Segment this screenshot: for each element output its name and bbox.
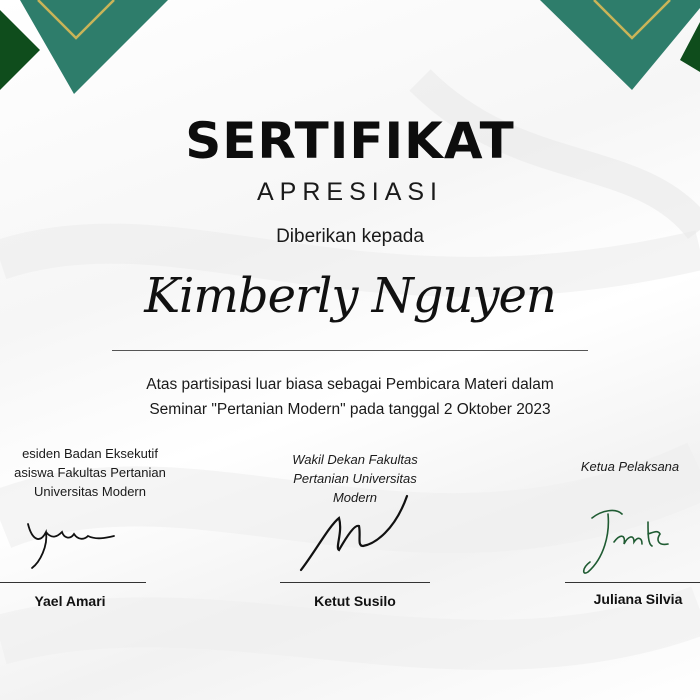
recipient-underline (112, 350, 588, 351)
signer-role-2-line-3: Modern (332, 490, 378, 505)
signature-block-3 (560, 457, 700, 476)
signature-line-2 (280, 582, 430, 583)
signer-role-3 (560, 457, 700, 476)
description-line-2: Seminar "Pertanian Modern" pada tanggal 2 Oktober 2023 (149, 401, 551, 418)
certificate-title: SERTIFIKAT (185, 112, 515, 170)
signature-block-1 (0, 444, 190, 501)
signature-line-1 (0, 582, 146, 583)
signature-line-3 (565, 582, 700, 583)
certificate-description (60, 372, 640, 422)
signer-role-1-line-3: Universitas Modern (34, 484, 146, 499)
signer-role-2-line-2: Pertanian Universitas (293, 471, 417, 486)
signer-role-1-line-1: esiden Badan Eksekutif (22, 446, 158, 461)
top-corner-ornaments (0, 0, 700, 120)
signer-role-1 (0, 444, 190, 501)
signer-role-1-line-2: asiswa Fakultas Pertanian (14, 465, 166, 480)
signature-ketut-susilo (295, 492, 415, 578)
signer-role-2-line-1: Wakil Dekan Fakultas (292, 452, 418, 467)
recipient-name: Kimberly Nguyen (144, 268, 556, 324)
certificate-subtitle: APRESIASI (257, 178, 443, 206)
signer-name-2: Ketut Susilo (314, 593, 396, 609)
signature-yael-amari (18, 510, 128, 572)
signer-name-1: Yael Amari (34, 593, 106, 609)
given-to-label: Diberikan kepada (276, 226, 424, 247)
signer-role-3-line-1: Ketua Pelaksana (580, 459, 680, 474)
description-line-1: Atas partisipasi luar biasa sebagai Pembicara Materi dalam (146, 376, 554, 393)
signer-name-3: Juliana Silvia (593, 591, 683, 607)
signature-juliana-silvia (578, 504, 688, 580)
